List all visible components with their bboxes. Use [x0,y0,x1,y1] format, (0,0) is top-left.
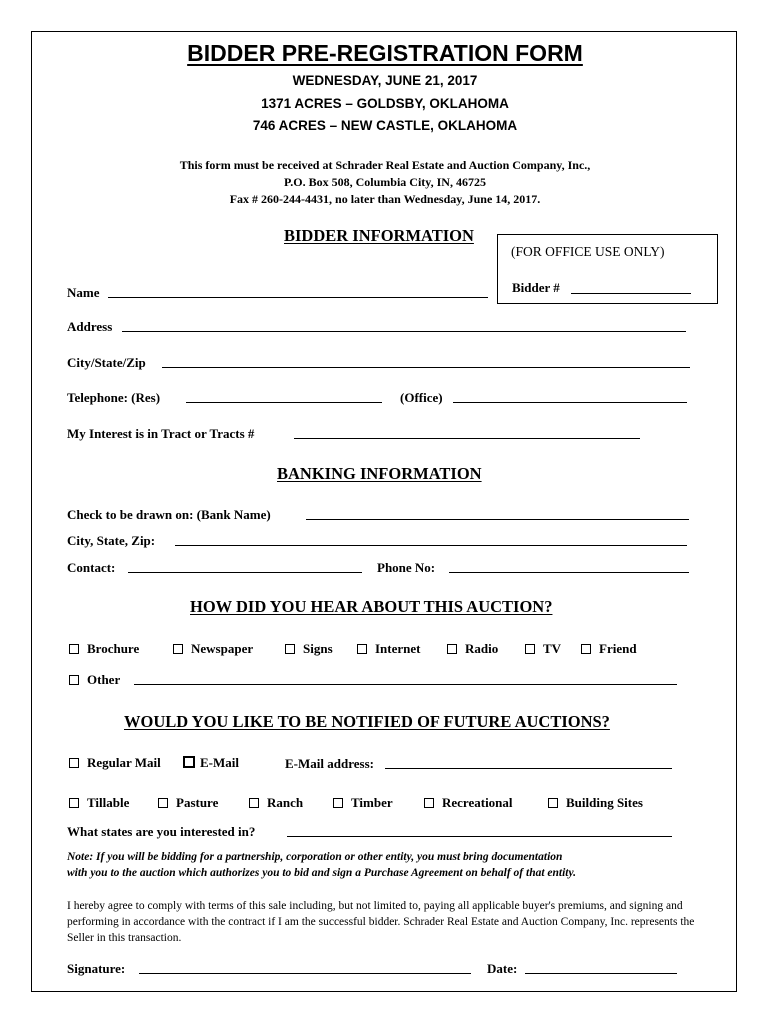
checkbox-signs[interactable]: Signs [285,641,333,657]
states-interest-label: What states are you interested in? [67,824,256,839]
checkbox-internet[interactable]: Internet [357,641,421,657]
city-state-zip-field[interactable] [162,367,690,368]
checkbox-friend[interactable]: Friend [581,641,637,657]
checkbox-tv[interactable]: TV [525,641,561,657]
bank-city-label: City, State, Zip: [67,533,156,548]
checkbox-pasture[interactable]: Pasture [158,795,218,811]
office-use-label: (FOR OFFICE USE ONLY) [511,244,665,259]
contact-label: Contact: [67,560,116,575]
bidder-number-label: Bidder # [512,280,560,295]
contact-field[interactable] [128,572,362,573]
intro-line-3: Fax # 260-244-4431, no later than Wednesday, June 14, 2017. [229,192,541,206]
checkbox-icon [333,798,343,808]
bidder-number-field[interactable] [571,293,691,294]
office-use-box [497,234,718,304]
checkbox-icon [249,798,259,808]
checkbox-timber[interactable]: Timber [333,795,393,811]
checkbox-icon [69,644,79,654]
signature-field[interactable] [139,973,471,974]
city-state-zip-label: City/State/Zip [67,355,146,370]
name-label: Name [67,285,100,300]
note-line-1: Note: If you will be bidding for a partnership, corporation or other entity, you must bring documentation [67,851,563,863]
notify-heading: WOULD YOU LIKE TO BE NOTIFIED OF FUTURE AUCTIONS? [124,712,610,731]
form-title: BIDDER PRE-REGISTRATION FORM [187,40,583,66]
bank-phone-label: Phone No: [377,560,436,575]
checkbox-icon [525,644,535,654]
email-address-field[interactable] [385,768,672,769]
checkbox-icon [581,644,591,654]
checkbox-icon [285,644,295,654]
checkbox-icon [548,798,558,808]
property-line-1: 1371 ACRES – GOLDSBY, OKLAHOMA [261,96,509,111]
checkbox-radio[interactable]: Radio [447,641,498,657]
bank-name-label: Check to be drawn on: (Bank Name) [67,507,271,522]
auction-date: WEDNESDAY, JUNE 21, 2017 [292,73,478,88]
checkbox-recreational[interactable]: Recreational [424,795,513,811]
checkbox-regular-mail[interactable]: Regular Mail [69,755,161,771]
checkbox-other[interactable]: Other [69,672,120,688]
checkbox-brochure[interactable]: Brochure [69,641,139,657]
bank-phone-field[interactable] [449,572,689,573]
checkbox-icon [158,798,168,808]
banking-info-heading: BANKING INFORMATION [277,464,482,483]
checkbox-email[interactable]: E-Mail [183,755,239,771]
property-line-2: 746 ACRES – NEW CASTLE, OKLAHOMA [252,118,518,133]
bank-name-field[interactable] [306,519,689,520]
tract-interest-field[interactable] [294,438,640,439]
telephone-res-field[interactable] [186,402,382,403]
address-field[interactable] [122,331,686,332]
checkbox-icon [69,798,79,808]
checkbox-icon [357,644,367,654]
checkbox-tillable[interactable]: Tillable [69,795,129,811]
checkbox-icon [173,644,183,654]
checkbox-icon [424,798,434,808]
date-field[interactable] [525,973,677,974]
checkbox-building-sites[interactable]: Building Sites [548,795,643,811]
checkbox-icon [69,758,79,768]
other-source-field[interactable] [134,684,677,685]
hear-about-heading: HOW DID YOU HEAR ABOUT THIS AUCTION? [190,597,553,616]
checkbox-ranch[interactable]: Ranch [249,795,303,811]
intro-line-2: P.O. Box 508, Columbia City, IN, 46725 [284,175,486,189]
checkbox-icon [69,675,79,685]
telephone-office-label: (Office) [400,390,443,405]
bidder-info-heading: BIDDER INFORMATION [284,226,474,245]
signature-label: Signature: [67,961,126,976]
note-line-2: with you to the auction which authorizes you to bid and sign a Purchase Agreement on behalf of that entity. [67,867,577,879]
date-label: Date: [487,961,518,976]
telephone-office-field[interactable] [453,402,687,403]
bank-city-field[interactable] [175,545,687,546]
checkbox-icon [183,756,195,768]
name-field[interactable] [108,297,488,298]
checkbox-newspaper[interactable]: Newspaper [173,641,253,657]
tract-interest-label: My Interest is in Tract or Tracts # [67,426,255,441]
checkbox-icon [447,644,457,654]
states-interest-field[interactable] [287,836,672,837]
agreement-text: I hereby agree to comply with terms of this sale including, but not limited to, paying all applicable buyer's premiums, and signing and performing in accordance with the contract if I am the successful bidder. Schrader Real Estate and Auction Company, Inc. represents the Seller in this transaction. [67,900,695,944]
telephone-res-label: Telephone: (Res) [67,390,161,405]
address-label: Address [67,319,113,334]
intro-line-1: This form must be received at Schrader Real Estate and Auction Company, Inc., [179,158,591,172]
email-address-label: E-Mail address: [285,756,374,771]
